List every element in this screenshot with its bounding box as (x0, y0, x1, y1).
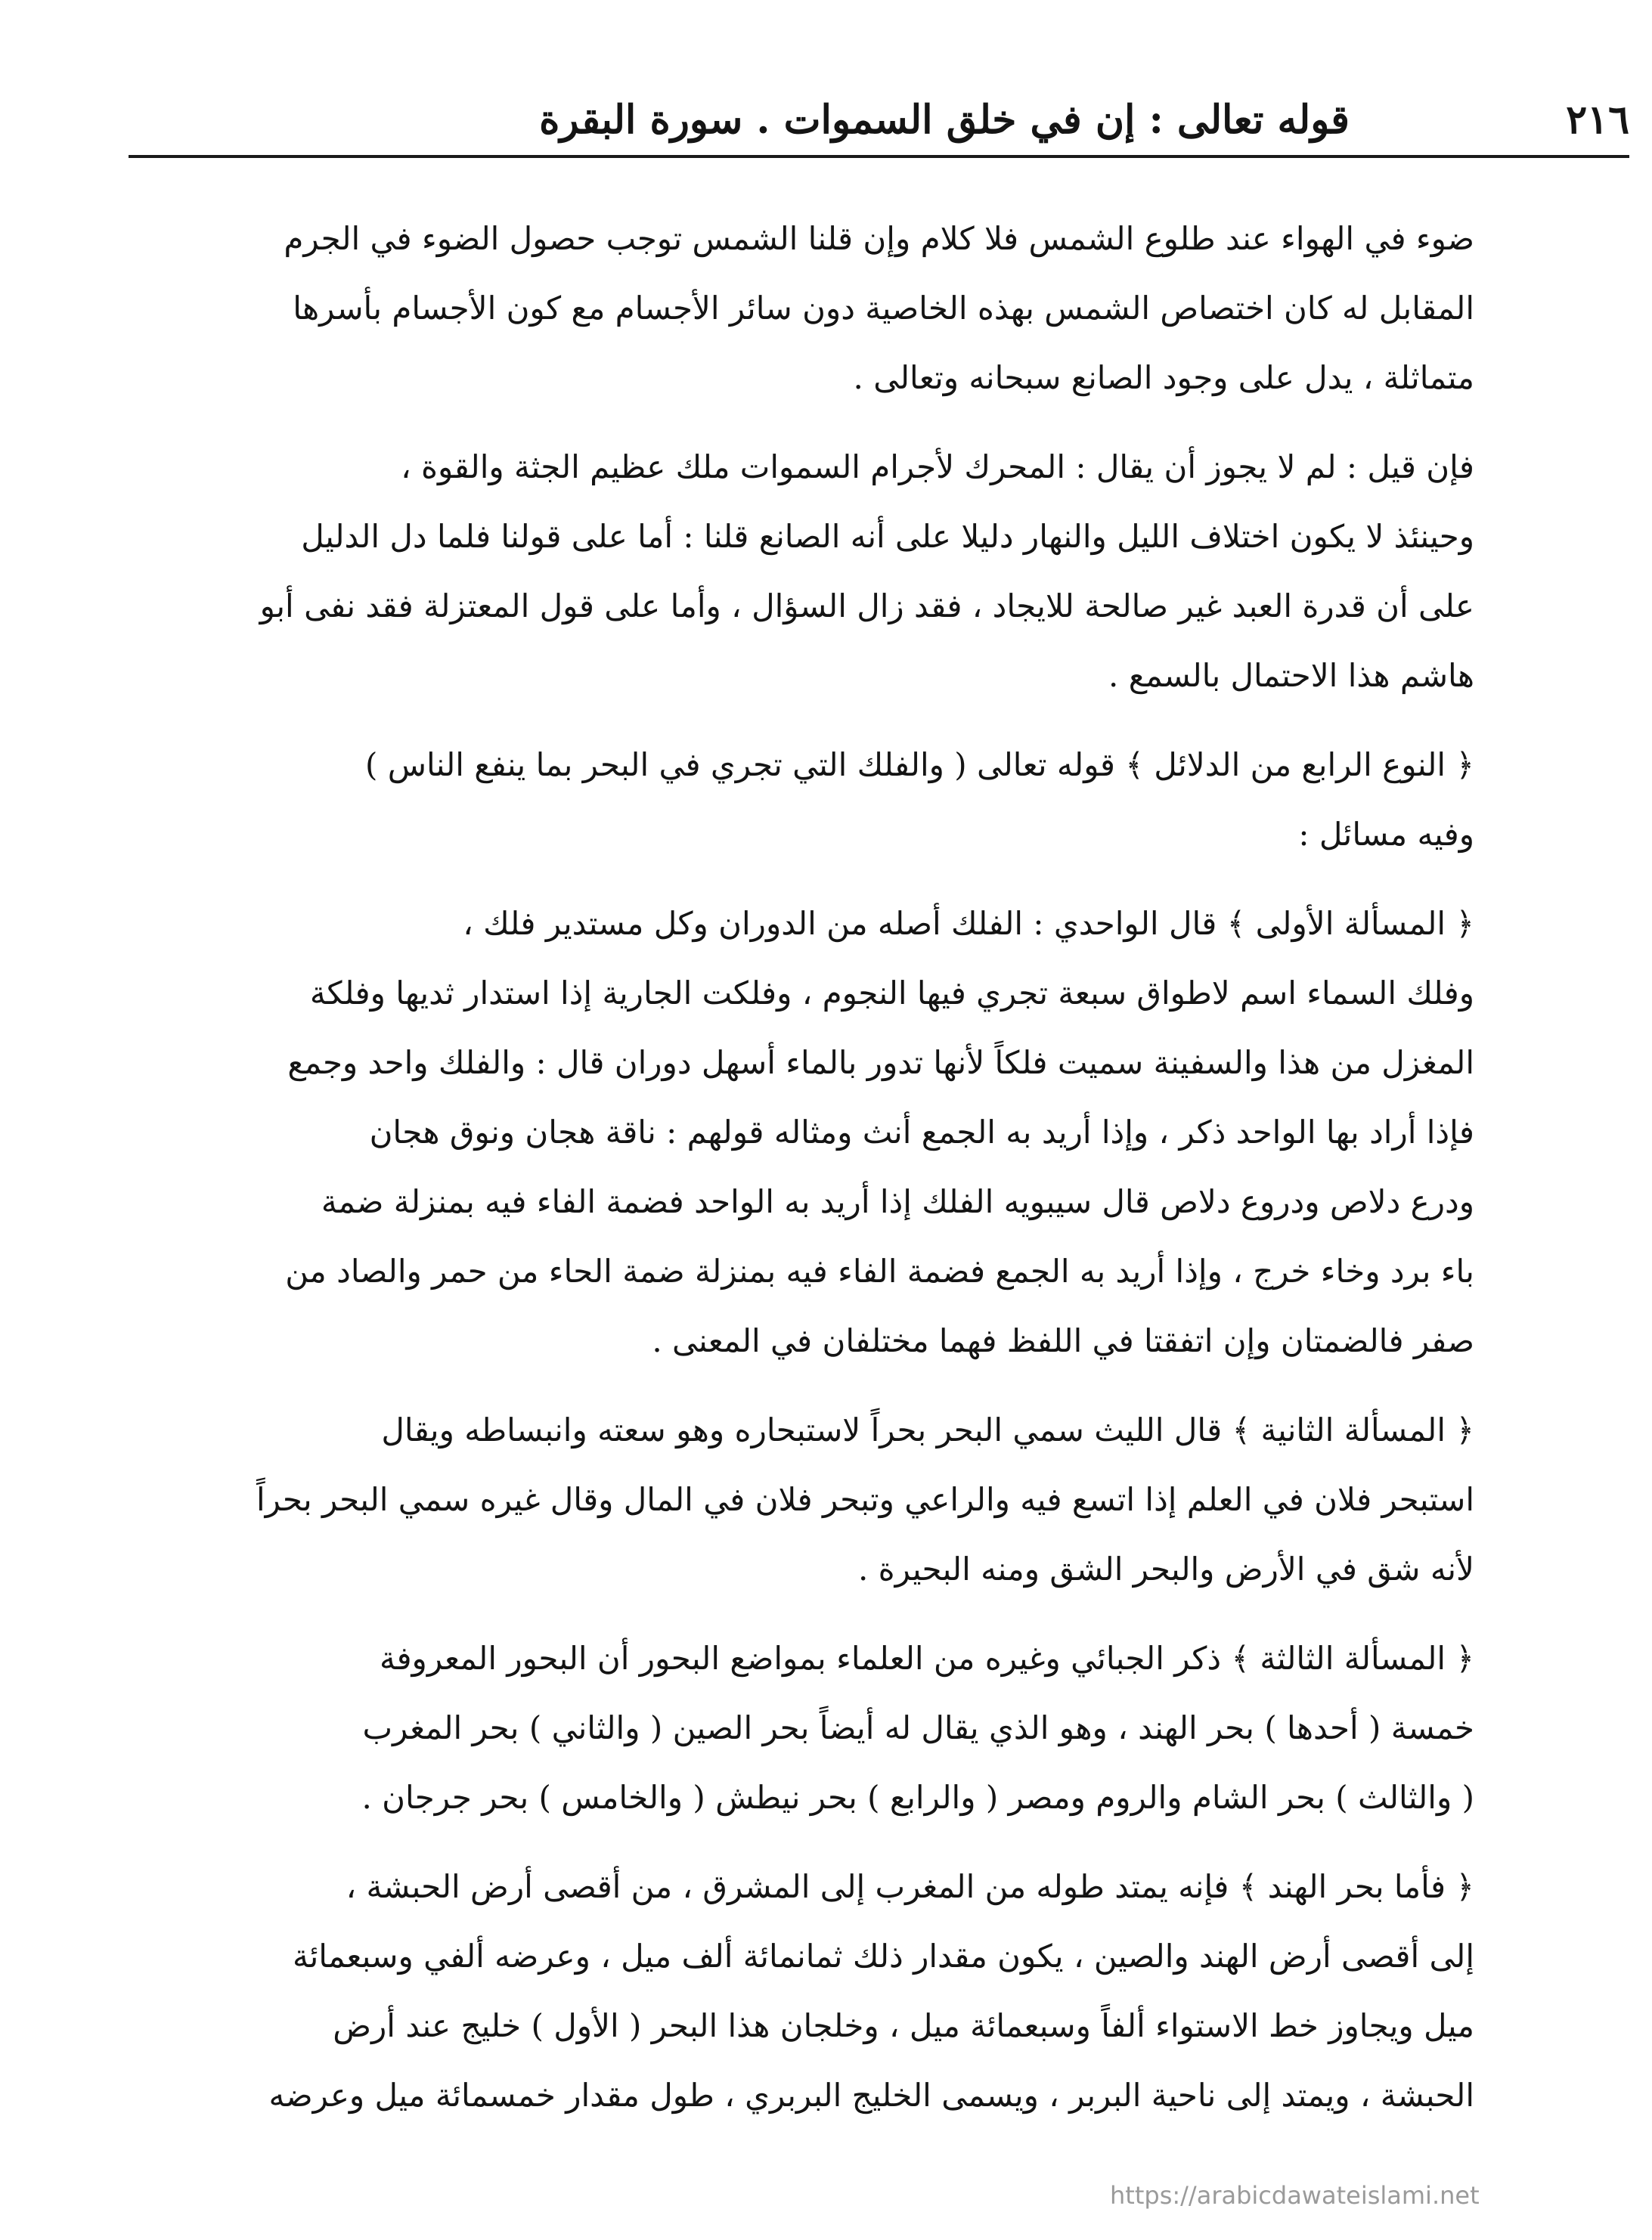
paragraph (91, 1624, 1474, 1833)
text-line: ضوء في الهواء عند طلوع الشمس فلا كلام وإن قلنا الشمس توجب حصول الضوء في الجرم (284, 220, 1474, 257)
text-line: صفر فالضمتان وإن اتفقتا في اللفظ فهما مختلفان في المعنى . (652, 1322, 1474, 1359)
text-line: المقابل له كان اختصاص الشمس بهذه الخاصية دون سائر الأجسام مع كون الأجسام بأسرها (293, 290, 1474, 327)
running-title: قوله تعالى : إن في خلق السموات . سورة البقرة (539, 97, 1350, 143)
paragraph (91, 889, 1474, 1376)
text-line: ﴿ النوع الرابع من الدلائل ﴾ قوله تعالى ( والفلك التي تجري في البحر بما ينفع الناس ) (364, 746, 1474, 783)
paragraph (91, 432, 1474, 711)
text-line: متماثلة ، يدل على وجود الصانع سبحانه وتعالى . (853, 359, 1474, 396)
page-header (129, 97, 1629, 157)
text-line: ودرع دلاص ودروع دلاص قال سيبويه الفلك إذا أريد به الواحد فضمة الفاء فيه بمنزلة ضمة (321, 1183, 1474, 1220)
text-line: الحبشة ، ويمتد إلى ناحية البربر ، ويسمى الخليج البربري ، طول مقدار خمسمائة ميل وعرضه (268, 2077, 1474, 2114)
text-line: ( والثالث ) بحر الشام والروم ومصر ( والرابع ) بحر نيطش ( والخامس ) بحر جرجان . (361, 1779, 1474, 1816)
paragraph (91, 204, 1474, 413)
watermark-url: https://arabicdawateislami.net (1110, 2181, 1480, 2210)
paragraph (91, 730, 1474, 869)
text-line: المغزل من هذا والسفينة سميت فلكاً لأنها تدور بالماء أسهل دوران قال : والفلك واحد وجمع (287, 1044, 1474, 1081)
text-line: إلى أقصى أرض الهند والصين ، يكون مقدار ذلك ثمانمائة ألف ميل ، وعرضه ألفي وسبعمائة (293, 1938, 1474, 1975)
text-line: ﴿ فأما بحر الهند ﴾ فإنه يمتد طوله من المغرب إلى المشرق ، من أقصى أرض الحبشة ، (346, 1868, 1474, 1905)
text-line: هاشم هذا الاحتمال بالسمع . (1108, 657, 1474, 694)
text-line: ﴿ المسألة الثالثة ﴾ ذكر الجبائي وغيره من العلماء بمواضع البحور أن البحور المعروفة (379, 1640, 1474, 1677)
text-line: باء برد وخاء خرج ، وإذا أريد به الجمع فضمة الفاء فيه بمنزلة ضمة الحاء من حمر والصاد من (285, 1253, 1474, 1290)
text-line: فإذا أراد بها الواحد ذكر ، وإذا أريد به الجمع أنث ومثاله قولهم : ناقة هجان ونوق هجان (369, 1114, 1474, 1151)
header-rule (129, 155, 1629, 158)
paragraph (91, 1396, 1474, 1604)
page-number: ٢١٦ (1566, 97, 1629, 143)
page-body (91, 204, 1474, 2150)
paragraph (91, 1852, 1474, 2130)
text-line: وفيه مسائل : (1298, 816, 1474, 853)
text-line: خمسة ( أحدها ) بحر الهند ، وهو الذي يقال له أيضاً بحر الصين ( والثاني ) بحر المغرب (362, 1709, 1474, 1746)
text-line: استبحر فلان في العلم إذا اتسع فيه والراعي وتبحر فلان في المال وقال غيره سمي البحر بحراً (256, 1481, 1474, 1518)
text-line: ﴿ المسألة الأولى ﴾ قال الواحدي : الفلك أصله من الدوران وكل مستدير فلك ، (463, 905, 1474, 942)
text-line: ميل ويجاوز خط الاستواء ألفاً وسبعمائة ميل ، وخلجان هذا البحر ( الأول ) خليج عند أرض (333, 2007, 1474, 2044)
text-line: لأنه شق في الأرض والبحر الشق ومنه البحيرة . (857, 1551, 1474, 1588)
text-line: وحينئذ لا يكون اختلاف الليل والنهار دليلا على أنه الصانع قلنا : أما على قولنا فلما دل الدليل (301, 518, 1474, 555)
text-line: فإن قيل : لم لا يجوز أن يقال : المحرك لأجرام السموات ملك عظيم الجثة والقوة ، (401, 448, 1474, 485)
text-line: ﴿ المسألة الثانية ﴾ قال الليث سمي البحر بحراً لاستبحاره وهو سعته وانبساطه ويقال (381, 1411, 1474, 1448)
text-line: وفلك السماء اسم لاطواق سبعة تجري فيها النجوم ، وفلكت الجارية إذا استدار ثديها وفلكة (309, 974, 1474, 1012)
text-line: على أن قدرة العبد غير صالحة للايجاد ، فقد زال السؤال ، وأما على قول المعتزلة فقد نفى أبو (259, 587, 1474, 624)
